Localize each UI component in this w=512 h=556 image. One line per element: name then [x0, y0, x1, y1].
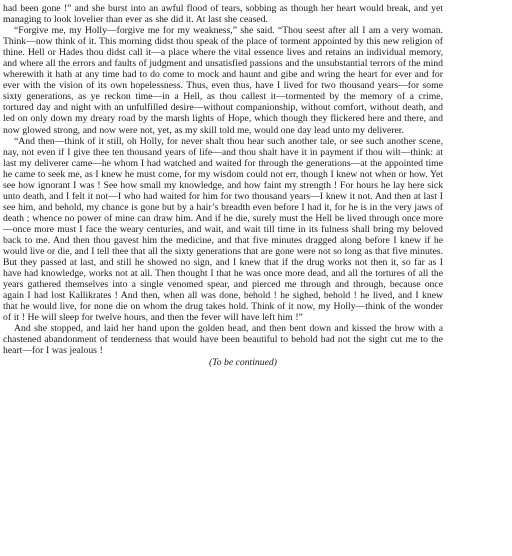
paragraph-she-stopped: And she stopped, and laid her hand upon the golden head, and then bent down and kissed the brow with a chastened abandonment of tenderness that would have been beautiful to behold had not the sight cut me to the heart—for I was jealous !: [3, 323, 443, 357]
continuation-note: (To be continued): [209, 356, 277, 368]
document-page: [3, 3, 443, 553]
paragraph-and-then: “And then—think of it still, oh Holly, for never shalt thou hear such another tale, or see such another scene, nay, not even if I give thee ten thousand years of life—and thou shalt have it in payment if thou wilt—think: at last my deliverer came—he whom I had watched and waited for through the generations—at the appointed time he came to seek me, as I knew he must come, for my wisdom could not err, though I knew not when or how. Yet see how ignorant I was ! See how small my knowledge, and how faint my strength ! For hours he lay here sick unto death, and I felt it not—I who had waited for him for two thousand years—I knew it not. And then at last I see him, and behold, my chance is gone but by a hair’s breadth even before I had it, for he is in the very jaws of death ; whence no power of mine can draw him. And if he die, surely must the Hell be lived through once more—once more must I face the weary centuries, and wait, and wait till time in its fulness shall bring my beloved back to me. And then thou gavest him the medicine, and that five minutes dragged along before I knew if he would live or die, and I tell thee that all the sixty generations that are gone were not so long as that five minutes. But they passed at last, and still he showed no sign, and I knew that if the drug works not then it, so far as I have had knowledge, works not at all. Then thought I that he was once more dead, and all the tortures of all the years gathered themselves into a single venomed spear, and pierced me through and through, because once again I had lost Kallikrates ! And then, when all was done, behold ! he sighed, behold ! he lived, and I knew that he would live, for none die on whom the drug takes hold. Think of it now, my Holly—think of the wonder of it ! He will sleep for twelve hours, and then the fever will have left him !”: [3, 135, 443, 324]
paragraph-forgive-me: “Forgive me, my Holly—forgive me for my weakness,” she said. “Thou seest after all I am a very woman. Think—now think of it. This morning didst thou speak of the place of torment appointed by this new religion of thine. Hell or Hades thou didst call it—a place where the vital essence lives and retains an individual memory, and where all the errors and faults of judgment and unsatisfied passions and the unsubstantial terrors of the mind wherewith it hath at any time had to do come to mock and haunt and gibe and wring the heart for ever and for ever with the vision of its own hopelessness. Thus, even thus, have I lived for two thousand years—for some sixty generations, as ye reckon time—in a Hell, as thou callest it—tormented by the memory of a crime, tortured day and night with an unfulfilled desire—without companionship, without comfort, without death, and led on only down my dreary road by the marsh lights of Hope, which though they flickered here and there, and now glowed strong, and now were not, yet, as my skill told me, would one day lead unto my deliverer.: [3, 25, 443, 136]
paragraph-opening: had been gone !” and she burst into an awful flood of tears, sobbing as though her heart would break, and yet managing to look lovelier than ever as she did it. At last she ceased.: [3, 3, 443, 26]
